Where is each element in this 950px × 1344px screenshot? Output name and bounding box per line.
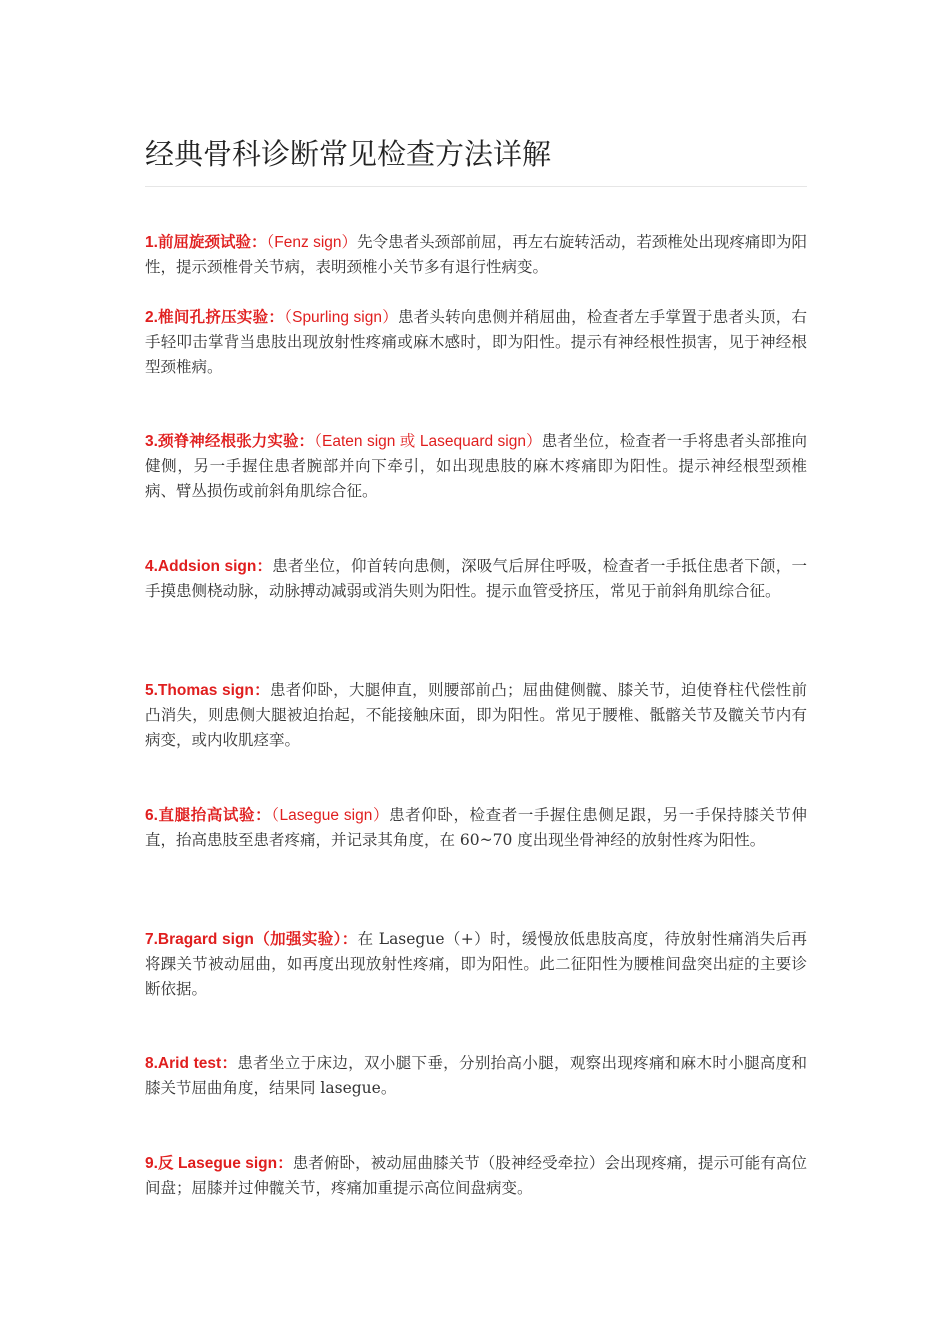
exam-item-4 bbox=[145, 554, 807, 604]
exam-item-7 bbox=[145, 927, 807, 1002]
exam-item-8 bbox=[145, 1051, 807, 1101]
exam-item-5 bbox=[145, 678, 807, 753]
exam-item-body: 患者坐立于床边，双小腿下垂，分别抬高小腿，观察出现疼痛和麻木时小腿高度和膝关节屈曲角度，结果同 lasegue。 bbox=[145, 1054, 807, 1097]
exam-item-heading: 2.椎间孔挤压实验： bbox=[145, 309, 285, 326]
exam-item-1 bbox=[145, 230, 807, 280]
exam-item-english-name: （Lasegue sign） bbox=[271, 807, 390, 824]
exam-item-english-name: （Fenz sign） bbox=[266, 234, 358, 251]
exam-item-body: 先令患者头颈部前屈，再左右旋转活动，若颈椎处出现疼痛即为阳性，提示颈椎骨关节病，表明颈椎小关节多有退行性病变。 bbox=[145, 233, 807, 276]
exam-item-body: 患者仰卧，大腿伸直，则腰部前凸；屈曲健侧髋、膝关节，迫使脊柱代偿性前凸消失，则患侧大腿被迫抬起，不能接触床面，即为阳性。常见于腰椎、骶髂关节及髋关节内有病变，或内收肌痉挛。 bbox=[145, 681, 807, 749]
exam-item-heading: 3.颈脊神经根张力实验： bbox=[145, 433, 315, 450]
exam-item-heading: 8.Arid test： bbox=[145, 1055, 238, 1072]
exam-item-body: 患者俯卧，被动屈曲膝关节（股神经受牵拉）会出现疼痛，提示可能有高位间盘；屈膝并过伸髋关节，疼痛加重提示高位间盘病变。 bbox=[145, 1154, 807, 1197]
page-title: 经典骨科诊断常见检查方法详解 bbox=[145, 137, 552, 171]
exam-item-body: 患者坐位，仰首转向患侧，深吸气后屏住呼吸，检查者一手抵住患者下颌，一手摸患侧桡动脉，动脉搏动减弱或消失则为阳性。提示血管受挤压，常见于前斜角肌综合征。 bbox=[145, 557, 807, 600]
exam-item-english-name: （Spurling sign） bbox=[284, 309, 398, 326]
exam-item-body: 患者坐位，检查者一手将患者头部推向健侧，另一手握住患者腕部并向下牵引，如出现患肢的麻木疼痛即为阳性。提示神经根型颈椎病、臂丛损伤或前斜角肌综合征。 bbox=[145, 432, 807, 500]
exam-item-6 bbox=[145, 803, 807, 853]
exam-item-heading: 5.Thomas sign： bbox=[145, 682, 270, 699]
exam-item-body: 在 Lasegue（+）时，缓慢放低患肢高度，待放射性痛消失后再将踝关节被动屈曲，如再度出现放射性疼痛，即为阳性。此二征阳性为腰椎间盘突出症的主要诊断依据。 bbox=[145, 930, 808, 998]
exam-item-2 bbox=[145, 305, 807, 380]
title-divider bbox=[145, 186, 807, 187]
exam-item-body: 患者头转向患侧并稍屈曲，检查者左手掌置于患者头顶，右手轻叩击掌背当患肢出现放射性疼痛或麻木感时，即为阳性。提示有神经根性损害，见于神经根型颈椎病。 bbox=[145, 308, 807, 376]
exam-item-heading: 1.前屈旋颈试验： bbox=[145, 234, 267, 251]
exam-item-9 bbox=[145, 1151, 807, 1201]
exam-item-3 bbox=[145, 429, 807, 504]
exam-item-heading: 6.直腿抬高试验： bbox=[145, 807, 272, 824]
exam-item-heading: 4.Addsion sign： bbox=[145, 558, 273, 575]
exam-item-body: 患者仰卧，检查者一手握住患侧足跟，另一手保持膝关节伸直，抬高患肢至患者疼痛，并记录其角度，在 60~70 度出现坐骨神经的放射性疼为阳性。 bbox=[145, 806, 807, 849]
exam-item-heading: 9.反 Lasegue sign： bbox=[145, 1155, 293, 1172]
exam-item-english-name: （Eaten sign 或 Lasequard sign） bbox=[314, 433, 542, 450]
exam-item-heading: 7.Bragard sign（加强实验）： bbox=[145, 931, 358, 948]
